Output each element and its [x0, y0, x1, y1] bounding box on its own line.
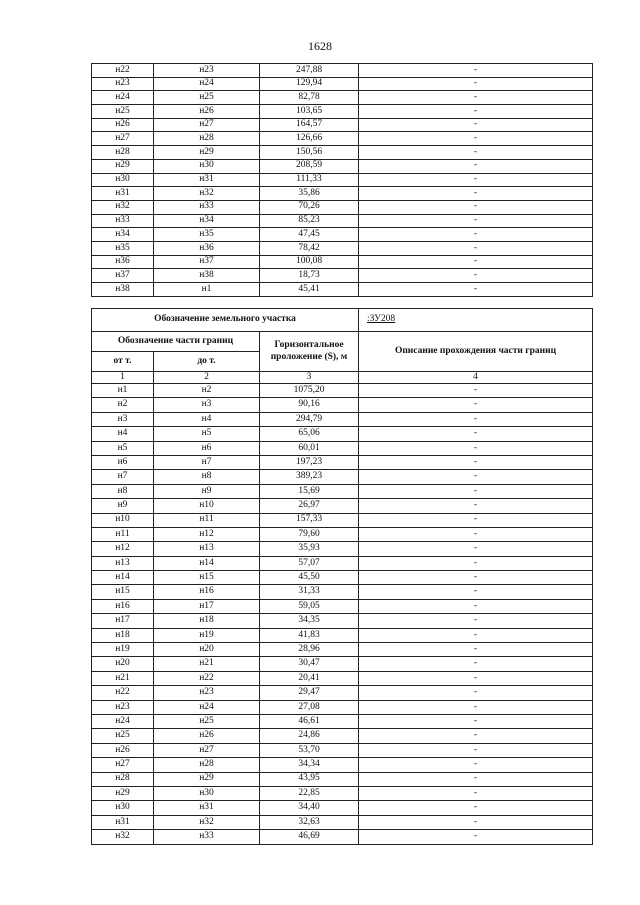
distance: 32,63	[260, 815, 359, 829]
table-row	[92, 146, 593, 160]
description: -	[359, 772, 593, 786]
table-row	[92, 455, 593, 469]
to-point: н22	[154, 671, 260, 685]
description: -	[359, 412, 593, 426]
to-point: н1	[154, 283, 260, 297]
table-row	[92, 743, 593, 757]
table-row	[92, 585, 593, 599]
to-point: н37	[154, 255, 260, 269]
to-point: н34	[154, 214, 260, 228]
to-point: н14	[154, 556, 260, 570]
to-point: н25	[154, 91, 260, 105]
description: -	[359, 786, 593, 800]
description: -	[359, 255, 593, 269]
distance: 15,69	[260, 484, 359, 498]
to-point: н7	[154, 455, 260, 469]
parts-header: Обозначение части границ	[92, 332, 260, 352]
distance: 45,41	[260, 283, 359, 297]
table2-body	[92, 309, 593, 845]
table-row	[92, 643, 593, 657]
description: -	[359, 187, 593, 201]
table-row	[92, 398, 593, 412]
description: -	[359, 599, 593, 613]
from-point: н15	[92, 585, 154, 599]
description: -	[359, 484, 593, 498]
distance: 85,23	[260, 214, 359, 228]
to-point: н16	[154, 585, 260, 599]
distance: 20,41	[260, 671, 359, 685]
distance: 35,86	[260, 187, 359, 201]
parcel-id: :ЗУ208	[359, 309, 593, 332]
distance: 34,40	[260, 801, 359, 815]
distance: 90,16	[260, 398, 359, 412]
to-point: н30	[154, 786, 260, 800]
distance: 57,07	[260, 556, 359, 570]
to-point: н26	[154, 729, 260, 743]
from-point: н31	[92, 815, 154, 829]
header-row-1	[92, 332, 593, 352]
distance: 41,83	[260, 628, 359, 642]
from-point: н18	[92, 628, 154, 642]
to-point: н19	[154, 628, 260, 642]
from-point: н11	[92, 527, 154, 541]
table-row	[92, 105, 593, 119]
table-row	[92, 513, 593, 527]
table-row	[92, 173, 593, 187]
distance: 129,94	[260, 77, 359, 91]
distance: 35,93	[260, 542, 359, 556]
from-point: н30	[92, 801, 154, 815]
column-numbers-row	[92, 372, 593, 384]
to-point: н33	[154, 830, 260, 844]
from-point: н12	[92, 542, 154, 556]
parcel-row	[92, 309, 593, 332]
from-point: н5	[92, 441, 154, 455]
to-point: н12	[154, 527, 260, 541]
to-point: н18	[154, 614, 260, 628]
table-row	[92, 700, 593, 714]
description: -	[359, 228, 593, 242]
description: -	[359, 173, 593, 187]
table-row	[92, 412, 593, 426]
from-point: н23	[92, 77, 154, 91]
from-point: н4	[92, 427, 154, 441]
to-point: н6	[154, 441, 260, 455]
distance: 103,65	[260, 105, 359, 119]
from-point: н22	[92, 686, 154, 700]
description: -	[359, 241, 593, 255]
to-point: н11	[154, 513, 260, 527]
table1-body	[92, 64, 593, 297]
distance: 22,85	[260, 786, 359, 800]
description: -	[359, 729, 593, 743]
distance: 45,50	[260, 571, 359, 585]
description: -	[359, 214, 593, 228]
to-point: н33	[154, 200, 260, 214]
table-row	[92, 830, 593, 844]
distance: 26,97	[260, 499, 359, 513]
description: -	[359, 801, 593, 815]
to-point: н31	[154, 173, 260, 187]
description: -	[359, 571, 593, 585]
description: -	[359, 269, 593, 283]
to-point: н38	[154, 269, 260, 283]
description: -	[359, 815, 593, 829]
table-row	[92, 484, 593, 498]
description: -	[359, 159, 593, 173]
from-point: н17	[92, 614, 154, 628]
column-number: 4	[359, 372, 593, 384]
distance: 1075,20	[260, 384, 359, 398]
description: -	[359, 283, 593, 297]
to-point: н35	[154, 228, 260, 242]
from-point: н14	[92, 571, 154, 585]
distance: 208,59	[260, 159, 359, 173]
description: -	[359, 118, 593, 132]
to-point: н31	[154, 801, 260, 815]
description: -	[359, 628, 593, 642]
from-point: н29	[92, 159, 154, 173]
to-point: н24	[154, 77, 260, 91]
table-row	[92, 77, 593, 91]
to-point: н20	[154, 643, 260, 657]
distance: 34,34	[260, 758, 359, 772]
description: -	[359, 470, 593, 484]
description: -	[359, 384, 593, 398]
table-row	[92, 283, 593, 297]
from-point: н25	[92, 729, 154, 743]
from-point: н1	[92, 384, 154, 398]
from-point: н29	[92, 786, 154, 800]
distance: 197,23	[260, 455, 359, 469]
to-point: н9	[154, 484, 260, 498]
description: -	[359, 585, 593, 599]
distance: 18,73	[260, 269, 359, 283]
table-row	[92, 269, 593, 283]
description: -	[359, 105, 593, 119]
distance: 82,78	[260, 91, 359, 105]
from-point: н32	[92, 830, 154, 844]
distance: 27,08	[260, 700, 359, 714]
table-row	[92, 241, 593, 255]
from-point: н9	[92, 499, 154, 513]
distance: 164,57	[260, 118, 359, 132]
to-point: н2	[154, 384, 260, 398]
description: -	[359, 499, 593, 513]
to-point: н21	[154, 657, 260, 671]
to-point: н32	[154, 187, 260, 201]
to-point: н23	[154, 64, 260, 78]
distance: 29,47	[260, 686, 359, 700]
from-point: н38	[92, 283, 154, 297]
from-point: н22	[92, 64, 154, 78]
table-row	[92, 614, 593, 628]
from-point: н23	[92, 700, 154, 714]
to-point: н15	[154, 571, 260, 585]
description: -	[359, 441, 593, 455]
description: -	[359, 527, 593, 541]
from-point: н3	[92, 412, 154, 426]
distance: 46,61	[260, 714, 359, 728]
column-number: 1	[92, 372, 154, 384]
from-point: н37	[92, 269, 154, 283]
description: -	[359, 91, 593, 105]
to-point: н8	[154, 470, 260, 484]
from-point: н26	[92, 118, 154, 132]
description: -	[359, 77, 593, 91]
to-point: н4	[154, 412, 260, 426]
boundary-table-zu208	[91, 308, 593, 845]
distance: 34,35	[260, 614, 359, 628]
table-row	[92, 628, 593, 642]
to-point: н25	[154, 714, 260, 728]
from-point: н13	[92, 556, 154, 570]
to-point: н27	[154, 118, 260, 132]
table-row	[92, 772, 593, 786]
distance: 46,69	[260, 830, 359, 844]
to-point: н24	[154, 700, 260, 714]
from-point: н6	[92, 455, 154, 469]
from-point: н21	[92, 671, 154, 685]
description: -	[359, 146, 593, 160]
to-point: н3	[154, 398, 260, 412]
description: -	[359, 657, 593, 671]
distance: 70,26	[260, 200, 359, 214]
distance-header: Горизонтальное проложение (S), м	[260, 332, 359, 372]
distance: 30,47	[260, 657, 359, 671]
distance: 79,60	[260, 527, 359, 541]
distance: 31,33	[260, 585, 359, 599]
table-row	[92, 91, 593, 105]
description: -	[359, 700, 593, 714]
from-point: н31	[92, 187, 154, 201]
description: -	[359, 614, 593, 628]
table-row	[92, 671, 593, 685]
table-row	[92, 801, 593, 815]
table-row	[92, 527, 593, 541]
from-point: н26	[92, 743, 154, 757]
description: -	[359, 398, 593, 412]
page-number: 1628	[308, 39, 332, 53]
column-number: 3	[260, 372, 359, 384]
description-header: Описание прохождения части границ	[359, 332, 593, 372]
table-row	[92, 657, 593, 671]
distance: 100,08	[260, 255, 359, 269]
table-row	[92, 228, 593, 242]
description: -	[359, 427, 593, 441]
distance: 157,33	[260, 513, 359, 527]
table-row	[92, 599, 593, 613]
distance: 47,45	[260, 228, 359, 242]
distance: 247,88	[260, 64, 359, 78]
distance: 53,70	[260, 743, 359, 757]
description: -	[359, 714, 593, 728]
to-point: н5	[154, 427, 260, 441]
to-point: н17	[154, 599, 260, 613]
table-row	[92, 815, 593, 829]
table-row	[92, 786, 593, 800]
from-point: н10	[92, 513, 154, 527]
table-row	[92, 470, 593, 484]
distance: 65,06	[260, 427, 359, 441]
description: -	[359, 758, 593, 772]
description: -	[359, 513, 593, 527]
table-row	[92, 441, 593, 455]
description: -	[359, 200, 593, 214]
description: -	[359, 132, 593, 146]
table-row	[92, 499, 593, 513]
from-point: н27	[92, 758, 154, 772]
distance: 28,96	[260, 643, 359, 657]
to-point: н27	[154, 743, 260, 757]
distance: 24,86	[260, 729, 359, 743]
table-row	[92, 556, 593, 570]
column-number: 2	[154, 372, 260, 384]
from-point: н33	[92, 214, 154, 228]
from-point: н28	[92, 772, 154, 786]
table-row	[92, 187, 593, 201]
parcel-label: Обозначение земельного участка	[92, 309, 359, 332]
table-row	[92, 542, 593, 556]
to-point: н30	[154, 159, 260, 173]
to-point: н13	[154, 542, 260, 556]
description: -	[359, 556, 593, 570]
to-point: н36	[154, 241, 260, 255]
table-row	[92, 64, 593, 78]
to-header: до т.	[154, 352, 260, 372]
distance: 389,23	[260, 470, 359, 484]
description: -	[359, 542, 593, 556]
table-row	[92, 714, 593, 728]
distance: 43,95	[260, 772, 359, 786]
table-row	[92, 758, 593, 772]
from-point: н32	[92, 200, 154, 214]
distance: 126,66	[260, 132, 359, 146]
distance: 60,01	[260, 441, 359, 455]
boundary-table-continued	[91, 63, 593, 297]
from-point: н27	[92, 132, 154, 146]
from-point: н8	[92, 484, 154, 498]
description: -	[359, 64, 593, 78]
to-point: н32	[154, 815, 260, 829]
table-row	[92, 200, 593, 214]
description: -	[359, 455, 593, 469]
table-row	[92, 384, 593, 398]
to-point: н29	[154, 772, 260, 786]
from-point: н16	[92, 599, 154, 613]
distance: 294,79	[260, 412, 359, 426]
from-point: н34	[92, 228, 154, 242]
to-point: н10	[154, 499, 260, 513]
description: -	[359, 686, 593, 700]
description: -	[359, 830, 593, 844]
to-point: н26	[154, 105, 260, 119]
table-row	[92, 427, 593, 441]
description: -	[359, 671, 593, 685]
distance: 78,42	[260, 241, 359, 255]
from-point: н19	[92, 643, 154, 657]
description: -	[359, 743, 593, 757]
table-row	[92, 118, 593, 132]
table-row	[92, 571, 593, 585]
from-point: н28	[92, 146, 154, 160]
from-header: от т.	[92, 352, 154, 372]
from-point: н30	[92, 173, 154, 187]
from-point: н36	[92, 255, 154, 269]
distance: 59,05	[260, 599, 359, 613]
distance: 111,33	[260, 173, 359, 187]
description: -	[359, 643, 593, 657]
from-point: н20	[92, 657, 154, 671]
distance: 150,56	[260, 146, 359, 160]
to-point: н29	[154, 146, 260, 160]
from-point: н7	[92, 470, 154, 484]
table-row	[92, 132, 593, 146]
from-point: н25	[92, 105, 154, 119]
to-point: н28	[154, 132, 260, 146]
table-row	[92, 159, 593, 173]
from-point: н24	[92, 714, 154, 728]
table-row	[92, 729, 593, 743]
table-row	[92, 686, 593, 700]
from-point: н24	[92, 91, 154, 105]
to-point: н28	[154, 758, 260, 772]
from-point: н35	[92, 241, 154, 255]
table-row	[92, 214, 593, 228]
table-row	[92, 255, 593, 269]
to-point: н23	[154, 686, 260, 700]
from-point: н2	[92, 398, 154, 412]
